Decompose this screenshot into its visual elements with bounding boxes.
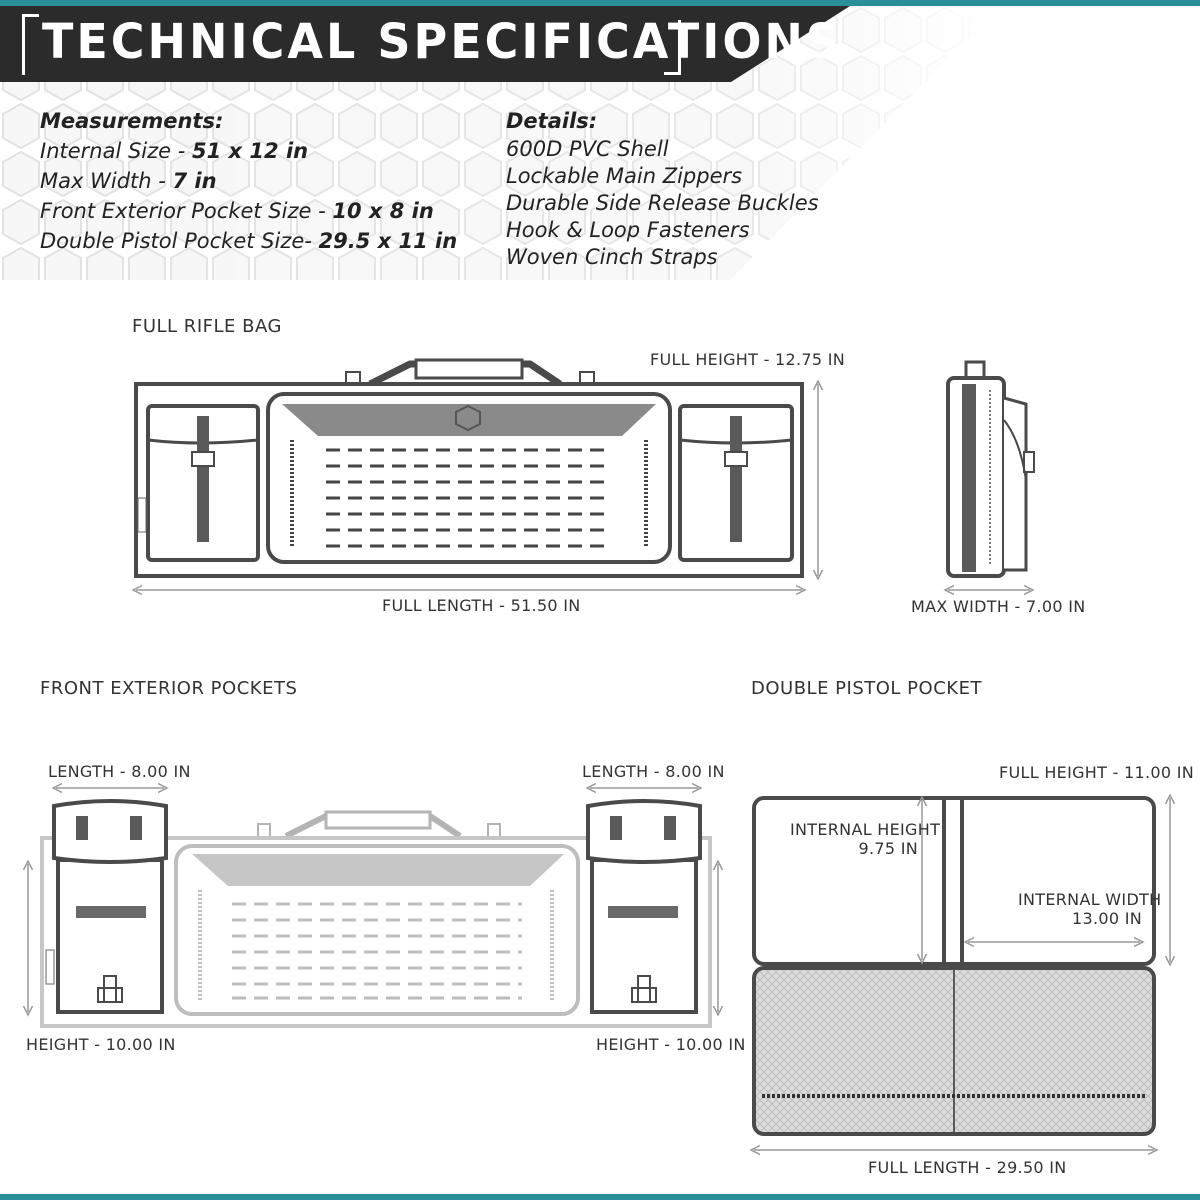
side-view-diagram (948, 362, 1034, 590)
pocket-length-left-label: LENGTH - 8.00 IN (48, 762, 191, 781)
detail-item: 600D PVC Shell (506, 137, 669, 161)
full-height-label: FULL HEIGHT - 12.75 IN (650, 350, 846, 369)
detail-item: Durable Side Release Buckles (506, 191, 819, 215)
section-title-full-rifle-bag: FULL RIFLE BAG (132, 316, 282, 337)
measurement-item: Front Exterior Pocket Size - 10 x 8 in (40, 199, 434, 223)
measurements-heading: Measurements: (40, 109, 224, 133)
internal-height-label: INTERNAL HEIGHT 9.75 IN (790, 820, 941, 858)
measurement-item: Internal Size - 51 x 12 in (40, 139, 309, 163)
internal-width-label: INTERNAL WIDTH 13.00 IN (1018, 890, 1162, 928)
section-title-front-pockets: FRONT EXTERIOR POCKETS (40, 678, 298, 699)
measurement-item: Double Pistol Pocket Size- 29.5 x 11 in (40, 229, 458, 253)
measurement-item: Max Width - 7 in (40, 169, 217, 193)
page-title: TECHNICAL SPECIFICATIONS (42, 12, 843, 70)
detail-item: Woven Cinch Straps (506, 245, 718, 269)
detail-item: Lockable Main Zippers (506, 164, 743, 188)
full-length-label: FULL LENGTH - 51.50 IN (382, 596, 581, 615)
max-width-label: MAX WIDTH - 7.00 IN (911, 597, 1086, 616)
pistol-full-length-label: FULL LENGTH - 29.50 IN (868, 1158, 1067, 1177)
section-title-pistol-pocket: DOUBLE PISTOL POCKET (751, 678, 982, 699)
details-heading: Details: (506, 109, 598, 133)
pistol-full-height-label: FULL HEIGHT - 11.00 IN (999, 763, 1195, 782)
pocket-height-right-label: HEIGHT - 10.00 IN (596, 1035, 746, 1054)
detail-item: Hook & Loop Fasteners (506, 218, 750, 242)
pocket-length-right-label: LENGTH - 8.00 IN (582, 762, 725, 781)
front-pockets-diagram (28, 788, 718, 1026)
full-rifle-bag-diagram (136, 360, 818, 590)
pocket-height-left-label: HEIGHT - 10.00 IN (26, 1035, 176, 1054)
bottom-accent-bar (0, 1194, 1200, 1200)
